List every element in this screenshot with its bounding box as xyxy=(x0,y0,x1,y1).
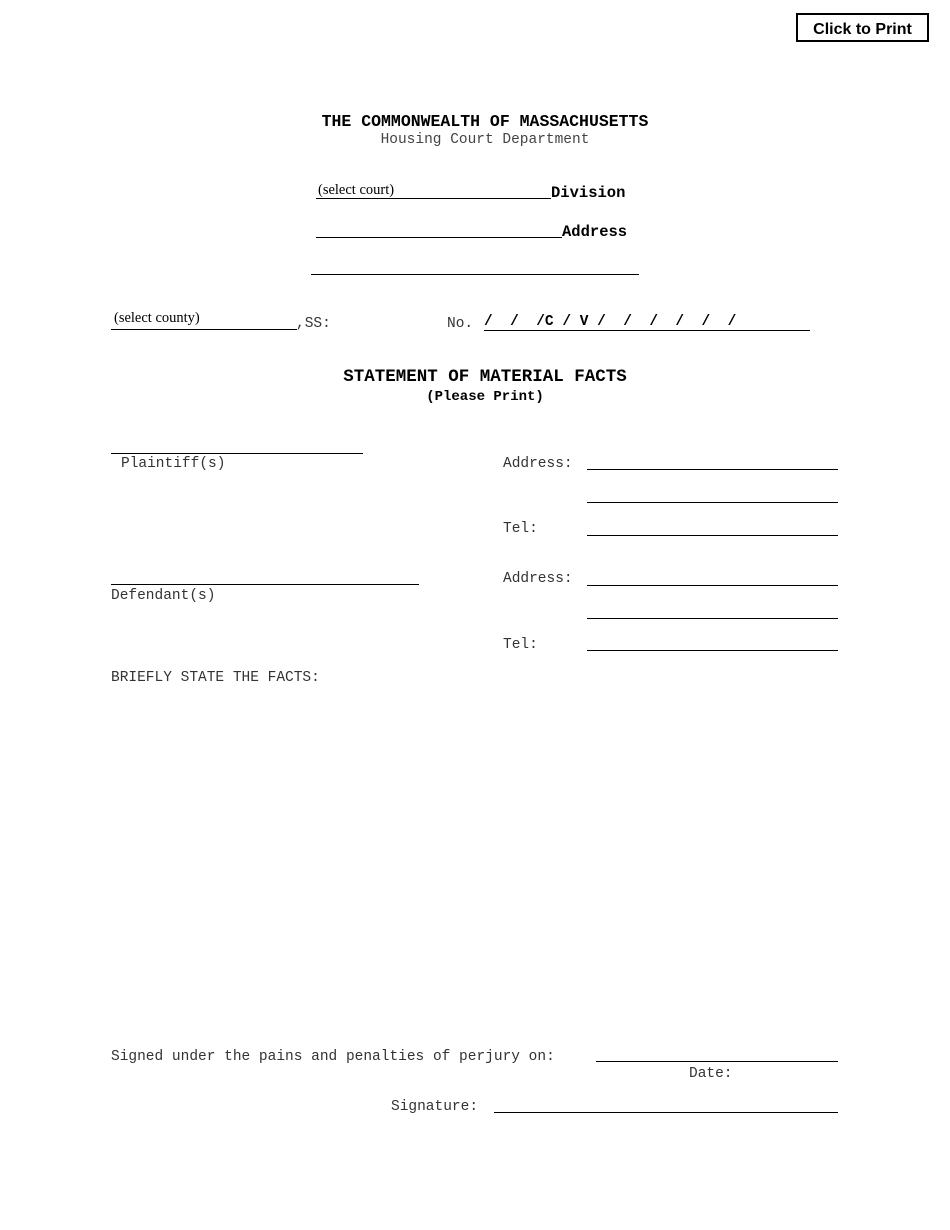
facts-textarea[interactable] xyxy=(111,692,838,1032)
plaintiff-address-label: Address: xyxy=(503,456,573,472)
ss-label: ,SS: xyxy=(296,316,331,332)
date-field[interactable] xyxy=(596,1061,838,1062)
address-label: Address xyxy=(562,223,628,241)
plaintiff-tel-field[interactable] xyxy=(587,535,838,536)
perjury-statement: Signed under the pains and penalties of perjury on: xyxy=(111,1049,555,1065)
plaintiff-address-line-1[interactable] xyxy=(587,469,838,470)
court-address-line-1[interactable] xyxy=(316,237,562,238)
facts-label: BRIEFLY STATE THE FACTS: xyxy=(111,670,320,686)
plaintiff-tel-label: Tel: xyxy=(503,521,538,537)
print-button[interactable]: Click to Print xyxy=(796,13,929,42)
county-select-underline xyxy=(111,329,297,330)
docket-underline xyxy=(484,330,810,331)
signature-field[interactable] xyxy=(494,1112,838,1113)
county-select[interactable]: (select county) xyxy=(114,310,200,326)
plaintiff-label: Plaintiff(s) xyxy=(121,456,226,472)
signature-label: Signature: xyxy=(391,1099,479,1115)
defendant-address-label: Address: xyxy=(503,571,573,587)
defendant-address-line-1[interactable] xyxy=(587,585,838,586)
defendant-address-line-2[interactable] xyxy=(587,618,838,619)
court-select-underline xyxy=(316,198,551,199)
plaintiff-name-field[interactable] xyxy=(111,453,363,454)
docket-number-field[interactable]: / / /C / V / / / / / / xyxy=(484,314,737,330)
plaintiff-address-line-2[interactable] xyxy=(587,502,838,503)
defendant-tel-label: Tel: xyxy=(503,637,538,653)
defendant-name-field[interactable] xyxy=(111,584,419,585)
docket-no-label: No. xyxy=(447,316,474,332)
department-subtitle: Housing Court Department xyxy=(380,132,590,148)
commonwealth-title: THE COMMONWEALTH OF MASSACHUSETTS xyxy=(321,112,649,131)
defendant-tel-field[interactable] xyxy=(587,650,838,651)
please-print-note: (Please Print) xyxy=(426,389,544,405)
court-select[interactable]: (select court) xyxy=(318,182,395,198)
defendant-label: Defendant(s) xyxy=(111,588,216,604)
date-label: Date: xyxy=(689,1066,733,1082)
form-heading: STATEMENT OF MATERIAL FACTS xyxy=(343,367,627,387)
division-label: Division xyxy=(551,184,626,202)
court-address-line-2[interactable] xyxy=(311,274,639,275)
